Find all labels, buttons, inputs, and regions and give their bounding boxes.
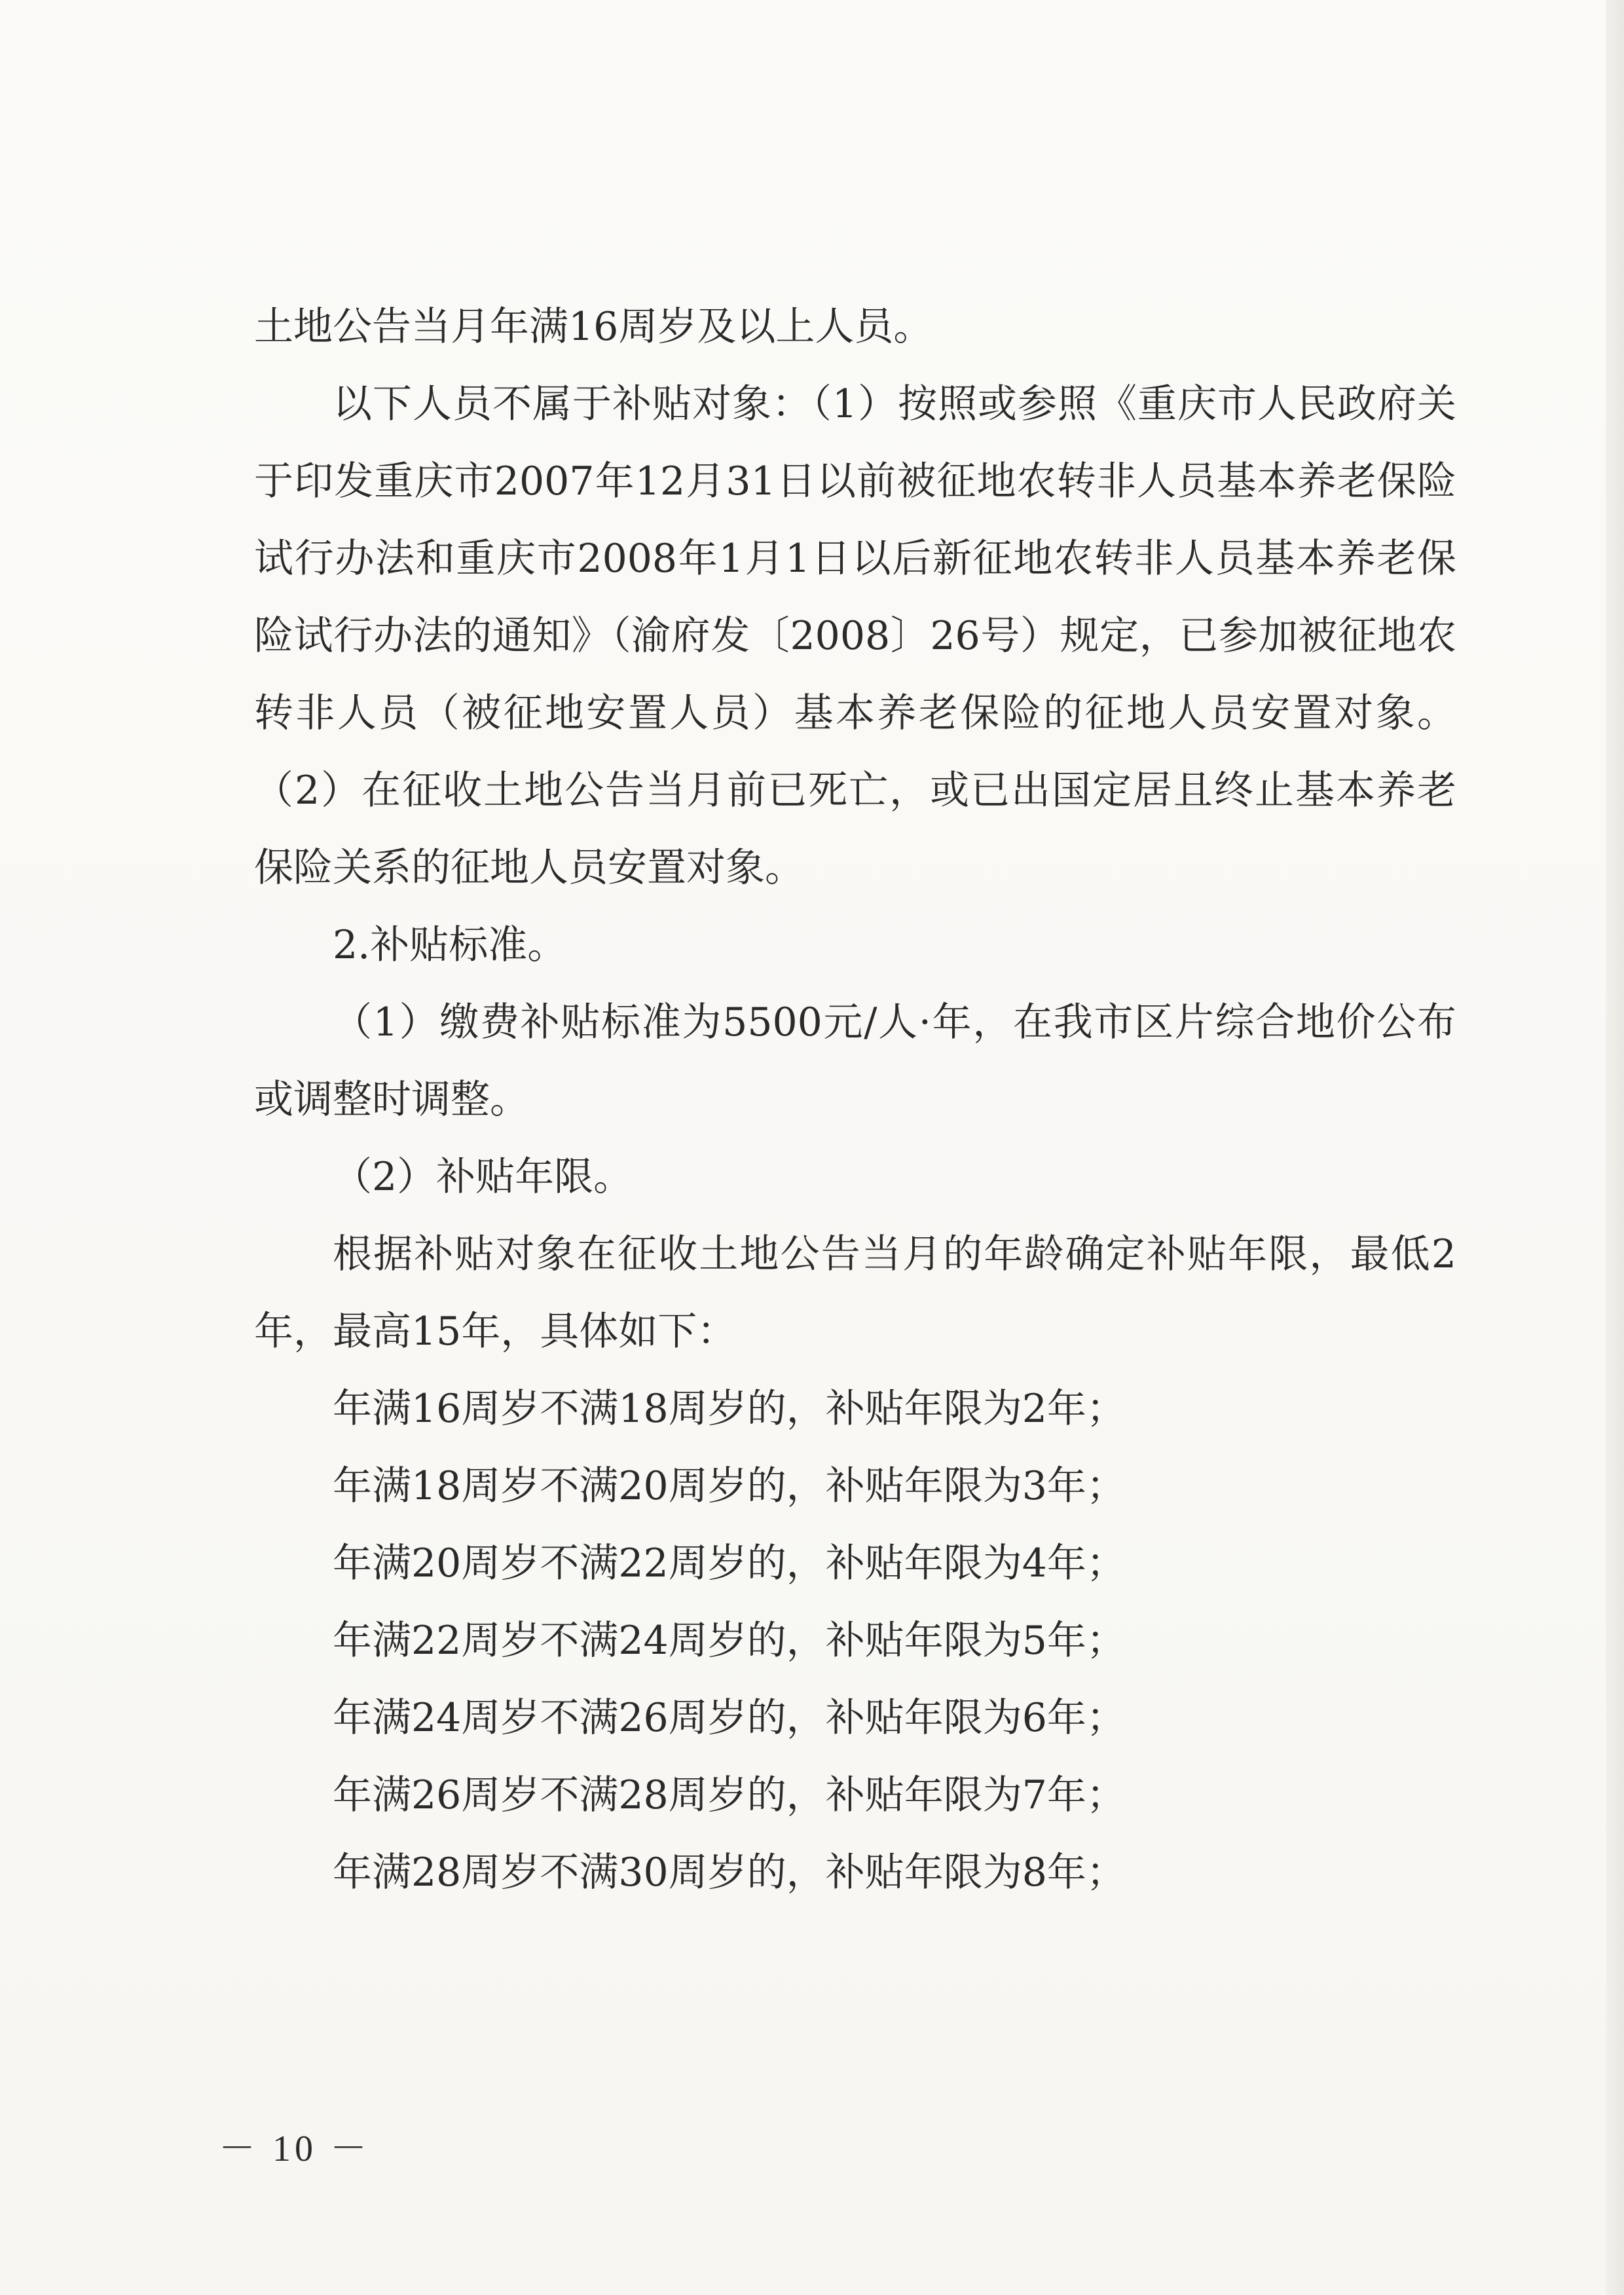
paragraph-continuation: 土地公告当月年满16周岁及以上人员。	[254, 304, 933, 350]
page-edge	[1606, 0, 1624, 2295]
list-item-age-28-30: 年满28周岁不满30周岁的，补贴年限为8年；	[333, 1850, 1126, 1895]
paragraph-exclusions: 以下人员不属于补贴对象：（1）按照或参照《重庆市人民政府关于印发重庆市2007年12月31日以前被征地农转非人员基本养老保险试行办法和重庆市2008年1月1日以后新征地农转非人员基本养老保险试行办法的通知》（渝府发〔2008〕26号）规定，已参加被征地农转非人员（被征地安置人员）基本养老保险的征地人员安置对象。（2）在征收土地公告当月前已死亡，或已出国定居且终止基本养老保险关系的征地人员安置对象。	[254, 381, 1456, 891]
list-item-age-24-26: 年满24周岁不满26周岁的，补贴年限为6年；	[333, 1695, 1126, 1741]
paragraph-subsidy-years-heading: （2）补贴年限。	[333, 1154, 633, 1200]
list-item-age-22-24: 年满22周岁不满24周岁的，补贴年限为5年；	[333, 1618, 1126, 1664]
paragraph-subsidy-years-rule: 根据补贴对象在征收土地公告当月的年龄确定补贴年限，最低2年，最高15年，具体如下：	[254, 1231, 1456, 1354]
page-number: － 10 －	[219, 2129, 371, 2169]
paragraph-heading-subsidy-standard: 2.补贴标准。	[333, 922, 567, 968]
paragraph-payment-standard: （1）缴费补贴标准为5500元/人·年，在我市区片综合地价公布或调整时调整。	[254, 999, 1456, 1123]
list-item-age-18-20: 年满18周岁不满20周岁的，补贴年限为3年；	[333, 1463, 1126, 1509]
document-body	[254, 288, 1456, 1911]
list-item-age-26-28: 年满26周岁不满28周岁的，补贴年限为7年；	[333, 1772, 1126, 1818]
list-item-age-20-22: 年满20周岁不满22周岁的，补贴年限为4年；	[333, 1540, 1126, 1586]
list-item-age-16-18: 年满16周岁不满18周岁的，补贴年限为2年；	[333, 1386, 1126, 1432]
